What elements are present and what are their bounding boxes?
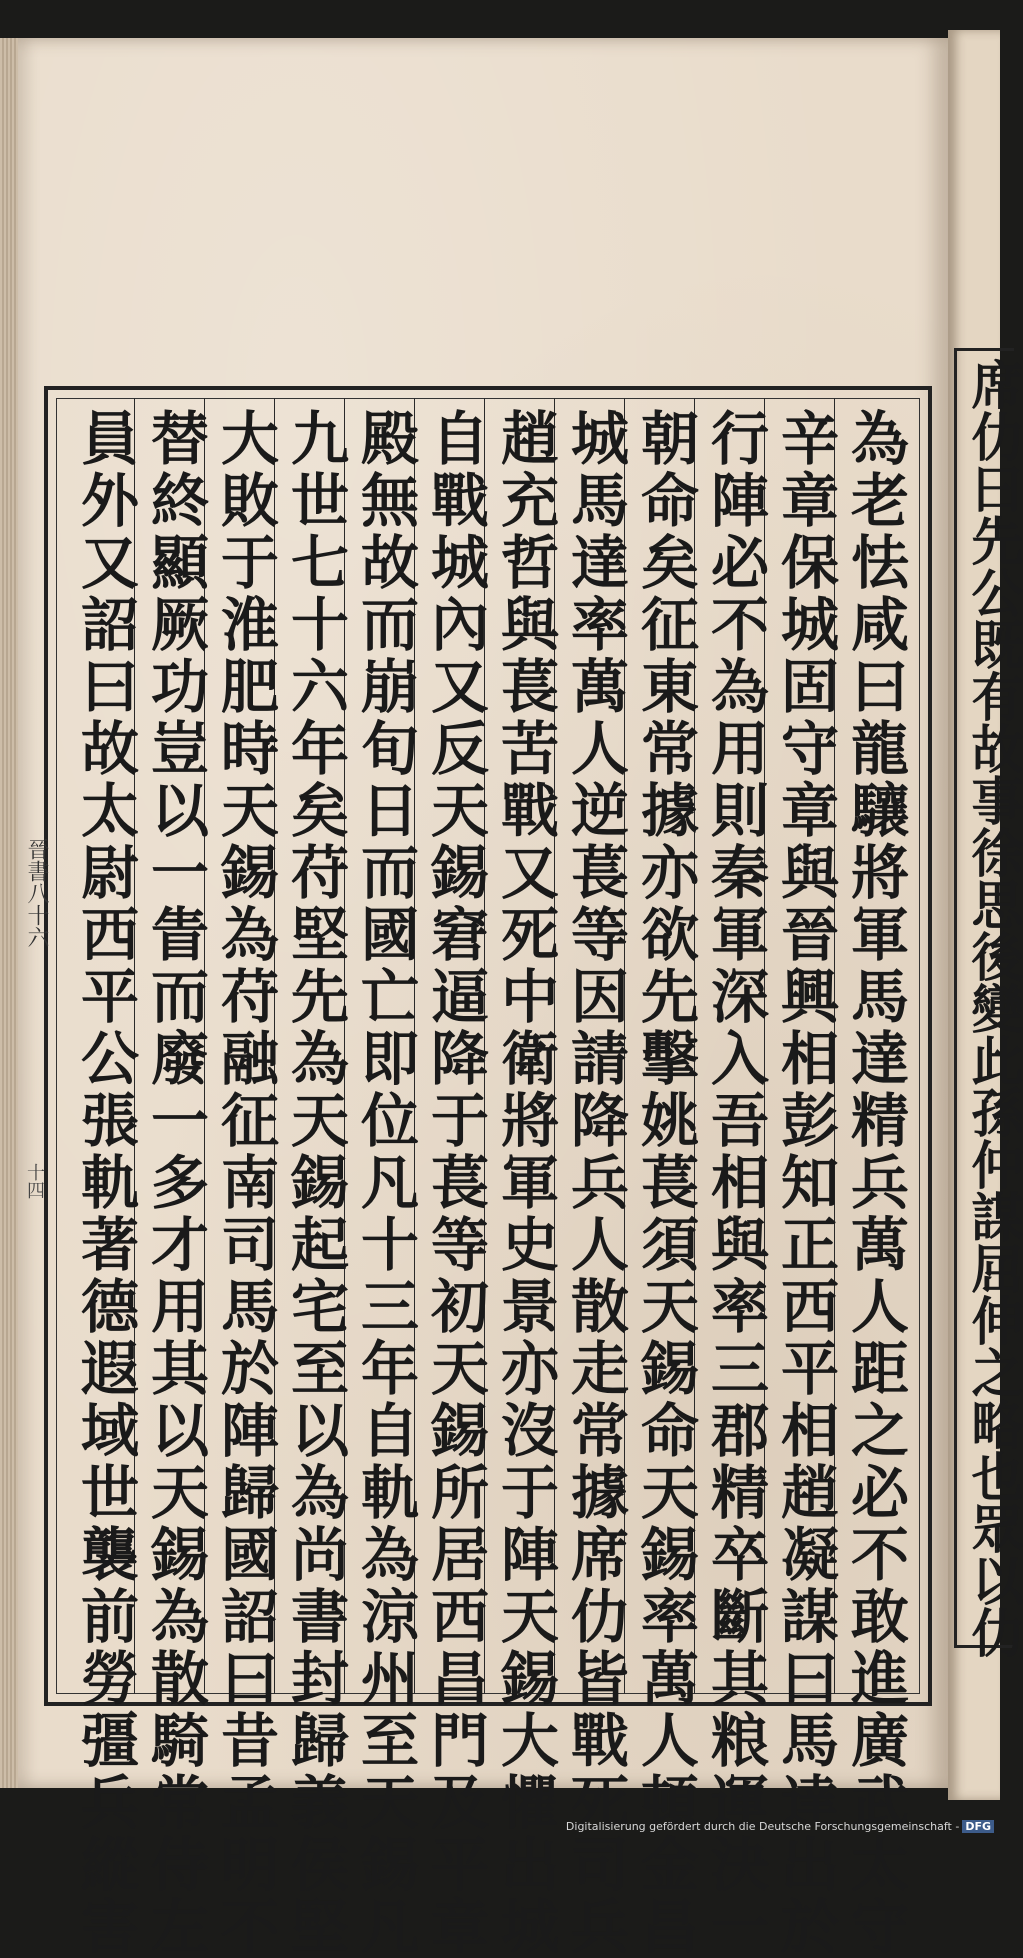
- text-column-2: 辛章保城固守章與晉興相彭知正西平相趙凝謀曰馬達出於: [771, 408, 839, 1958]
- text-column-3: 行陣必不為用則秦軍深入吾相與率三郡精卒斷其粮運決一: [701, 408, 769, 1958]
- text-column-6: 趙充哲與萇苦戰又死中衛將軍史景亦沒于陣天錫大懼出城: [491, 408, 559, 1958]
- text-column-11: 替終顯厥功豈以一眚而廢一多才用其以天錫為散騎常侍左: [141, 408, 209, 1958]
- facing-text-column: 席仂曰先公既有故事徐思後變此孫仲謀屈伸之略也眾以仂: [962, 358, 1023, 1658]
- text-column-9: 九世七十六年矣苻堅先為天錫起宅至以為尚書封歸義侯堅: [281, 408, 349, 1958]
- text-column-4: 朝命矣征東常據亦欲先擊姚萇須天錫命天錫率萬人頓金昌: [631, 408, 699, 1958]
- dfg-logo: DFG: [962, 1820, 994, 1833]
- text-column-12: 員外又詔曰故太尉西平公張軌著德遐域世襲前勞彊兵縱害: [71, 408, 139, 1958]
- text-column-7: 自戰城內又反天錫窘逼降于萇等初天錫所居西昌門及平章: [421, 408, 489, 1958]
- text-column-5: 城馬達率萬人逆萇等因請降兵人散走常據席仂皆戰死司兵: [561, 408, 629, 1958]
- text-column-1: 為老怯咸曰龍驤將軍馬達精兵萬人距之必不敢進廣武太守: [841, 408, 909, 1958]
- credit-text: Digitalisierung gefördert durch die Deutsche Forschungsgemeinschaft -: [565, 1820, 960, 1833]
- text-column-8: 殿無故而崩旬日而國亡即位凡十三年自軌為涼州至天錫凡: [351, 408, 419, 1958]
- margin-book-title: 晉書八十六: [24, 838, 49, 948]
- margin-page-number: 十四: [24, 1163, 45, 1199]
- facing-page: [948, 30, 1023, 1800]
- text-column-10: 大敗于淮肥時天錫為苻融征南司馬於陣歸國詔曰昔孟明不: [211, 408, 279, 1958]
- digitization-credit: [566, 1820, 994, 1833]
